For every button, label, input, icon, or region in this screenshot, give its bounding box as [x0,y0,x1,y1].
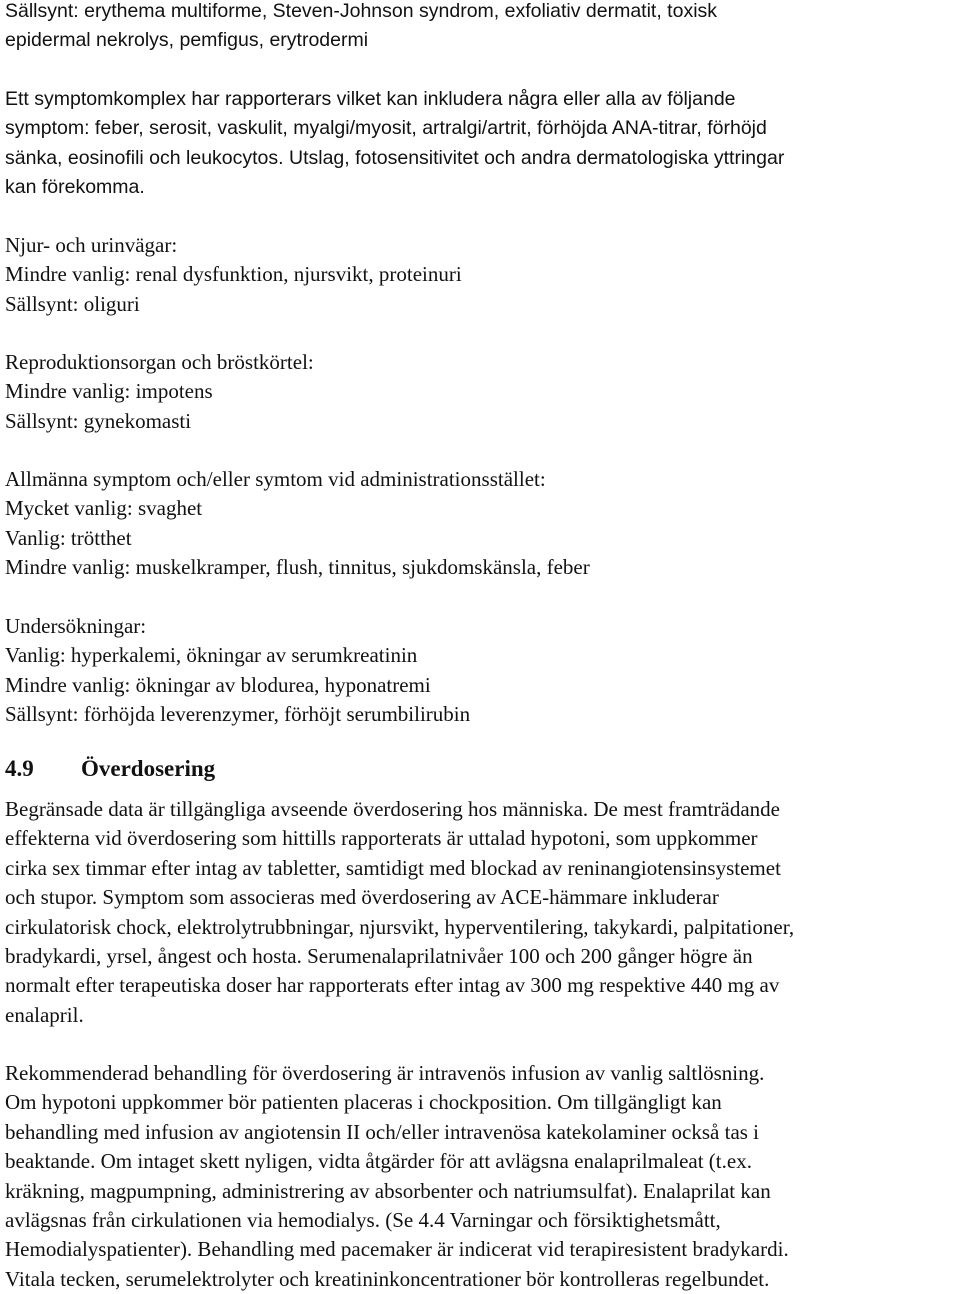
text-line: Vanlig: hyperkalemi, ökningar av serumkreatinin [5,643,418,668]
text-line: Sällsynt: förhöjda leverenzymer, förhöjt serumbilirubin [5,702,471,727]
section-reproductive [5,348,314,436]
section-heading-title: Överdosering [81,756,216,781]
text-line: Vanlig: trötthet [5,525,132,550]
text-line: och stupor. Symptom som associeras med överdosering av ACE-hämmare inkluderar [5,885,719,910]
text-line: Rekommenderad behandling för överdosering är intravenös infusion av vanlig saltlösning. [5,1061,765,1085]
text-line: Mindre vanlig: impotens [5,379,213,404]
text-line: bradykardi, yrsel, ångest och hosta. Serumenalaprilatnivåer 100 och 200 gånger högre än [5,943,753,968]
text-line: Ett symptomkomplex har rapporterars vilket kan inkludera några eller alla av följande [5,88,736,110]
text-line: symptom: feber, serosit, vaskulit, myalgi/myosit, artralgi/artrit, förhöjda ANA-titrar, förhöjd [5,117,767,140]
symptom-complex-paragraph [5,85,784,203]
text-line: Begränsade data är tillgängliga avseende överdosering hos människa. De mest framträdande [5,797,780,821]
text-line: Mycket vanlig: svaghet [5,496,203,521]
section-title: Njur- och urinvägar: [5,233,178,257]
text-line: Mindre vanlig: ökningar av blodurea, hyponatremi [5,672,431,697]
text-line: kan förekomma. [5,176,145,199]
overdose-paragraph-2 [5,1059,789,1294]
text-line: behandling med infusion av angiotensin II och/eller intravenösa katekolaminer också tas i [5,1119,760,1144]
section-title: Reproduktionsorgan och bröstkörtel: [5,350,314,374]
text-line: enalapril. [5,1002,84,1027]
text-line: epidermal nekrolys, pemfigus, erytrodermi [5,29,369,52]
text-line: sänka, eosinofili och leukocytos. Utslag, fotosensitivitet och andra dermatologiska yttringar [5,146,785,169]
text-line: Vitala tecken, serumelektrolyter och kreatininkoncentrationer bör kontrolleras regelbundet. [5,1266,770,1291]
section-kidney-urinary [5,231,462,319]
text-line: Sällsynt: gynekomasti [5,408,192,433]
section-number: 4.9 [5,756,34,781]
text-line: beaktande. Om intaget skett nyligen, vidta åtgärder för att avlägsna enalaprilmaleat (t.ex. [5,1149,752,1174]
text-line: Hemodialyspatienter). Behandling med pacemaker är indicerat vid terapiresistent bradykardi. [5,1237,789,1262]
text-line: cirka sex timmar efter intag av tabletter, samtidigt med blockad av reninangiotensinsystemet [5,855,781,880]
section-title: Allmänna symptom och/eller symtom vid administrationsstället: [5,467,546,491]
overdose-paragraph-1 [5,795,794,1030]
section-investigations [5,612,470,730]
text-line: Mindre vanlig: renal dysfunktion, njursvikt, proteinuri [5,262,462,287]
text-line: Sällsynt: oliguri [5,291,140,316]
section-general-symptoms [5,465,590,583]
text-line: kräkning, magpumpning, administrering av absorbenter och natriumsulfat). Enalaprilat kan [5,1178,771,1203]
text-line: Mindre vanlig: muskelkramper, flush, tinnitus, sjukdomskänsla, feber [5,555,590,580]
text-line: avlägsnas från cirkulationen via hemodialys. (Se 4.4 Varningar och försiktighetsmått, [5,1207,721,1232]
rare-skin-reactions-paragraph [5,0,717,56]
text-line: effekterna vid överdosering som hittills rapporterats är uttalad hypotoni, som uppkommer [5,826,758,851]
section-title: Undersökningar: [5,614,147,638]
text-line: cirkulatorisk chock, elektrolytrubbningar, njursvikt, hyperventilering, takykardi, palpitationer, [5,914,795,939]
section-heading-overdose [5,754,215,784]
text-line: normalt efter terapeutiska doser har rapporterats efter intag av 300 mg respektive 440 mg av [5,973,780,998]
text-line: Om hypotoni uppkommer bör patienten placeras i chockposition. Om tillgängligt kan [5,1090,722,1115]
text-line: Sällsynt: erythema multiforme, Steven-Johnson syndrom, exfoliativ dermatit, toxisk [5,0,718,22]
